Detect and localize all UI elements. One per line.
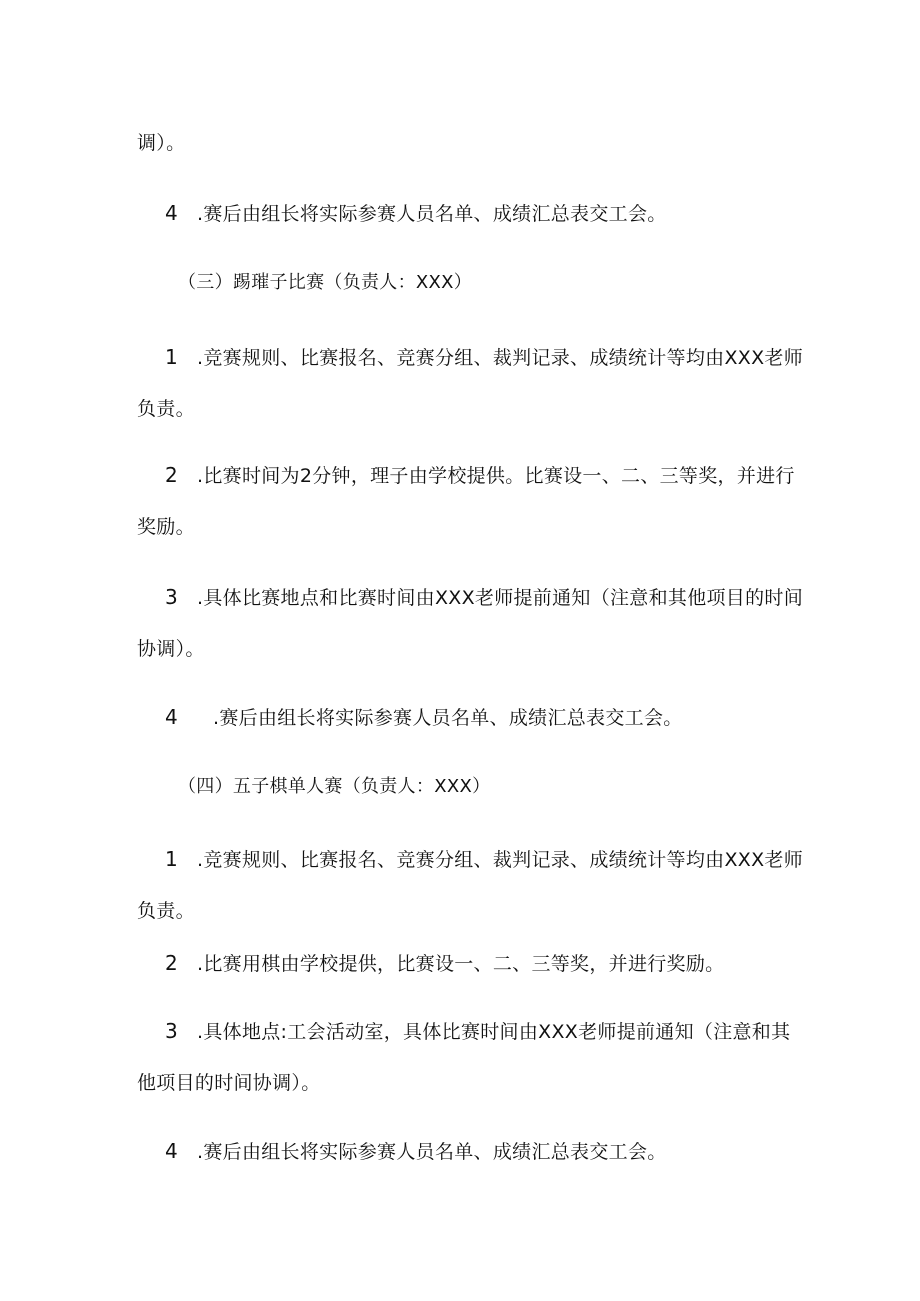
section-heading (178, 774, 490, 800)
list-item (165, 1018, 790, 1045)
item-text: .比赛时间为2分钟，理子由学校提供。比赛设一、二、三等奖，并进行 (197, 465, 795, 487)
item-text: .具体比赛地点和比赛时间由XXX老师提前通知（注意和其他项目的时间 (197, 587, 803, 609)
item-text: .赛后由组长将实际参赛人员名单、成绩汇总表交工会。 (197, 1141, 667, 1163)
list-item (165, 704, 683, 731)
item-text: .竞赛规则、比赛报名、竞赛分组、裁判记录、成绩统计等均由XXX老师 (197, 347, 803, 369)
line-text: 负责。 (137, 900, 195, 922)
item-number: 1 (165, 345, 179, 369)
line-text: 调）。 (137, 132, 186, 154)
item-text: .赛后由组长将实际参赛人员名单、成绩汇总表交工会。 (197, 203, 667, 225)
list-item (165, 584, 803, 611)
item-text: .具体地点:工会活动室，具体比赛时间由XXX老师提前通知（注意和其 (197, 1021, 791, 1043)
item-number: 4 (165, 705, 179, 729)
item-number: 2 (165, 463, 179, 487)
list-item (165, 462, 795, 489)
text-line (137, 396, 195, 422)
line-text: 奖励。 (137, 516, 195, 538)
text-line (137, 514, 195, 540)
item-text: .赛后由组长将实际参赛人员名单、成绩汇总表交工会。 (213, 707, 683, 729)
item-text: .比赛用棋由学校提供，比赛设一、二、三等奖，并进行奖励。 (197, 953, 725, 975)
list-item (165, 1138, 667, 1165)
text-line (137, 130, 185, 156)
section-heading (178, 270, 472, 296)
text-line (137, 898, 195, 924)
line-text: 负责。 (137, 398, 195, 420)
item-number: 4 (165, 201, 179, 225)
line-text: 协调）。 (137, 638, 205, 660)
item-number: 3 (165, 585, 179, 609)
list-item (165, 846, 803, 873)
list-item (165, 344, 803, 371)
text-line (137, 636, 205, 662)
line-text: 他项目的时间协调）。 (137, 1072, 321, 1094)
text-line (137, 1070, 321, 1096)
list-item (165, 950, 724, 977)
list-item (165, 200, 667, 227)
item-number: 1 (165, 847, 179, 871)
item-number: 3 (165, 1019, 179, 1043)
section-heading-text: （三）踢璀子比赛（负责人：XXX） (178, 272, 473, 293)
item-text: .竞赛规则、比赛报名、竞赛分组、裁判记录、成绩统计等均由XXX老师 (197, 849, 803, 871)
item-number: 2 (165, 951, 179, 975)
section-heading-text: （四）五子棋单人赛（负责人：XXX） (178, 776, 491, 797)
item-number: 4 (165, 1139, 179, 1163)
